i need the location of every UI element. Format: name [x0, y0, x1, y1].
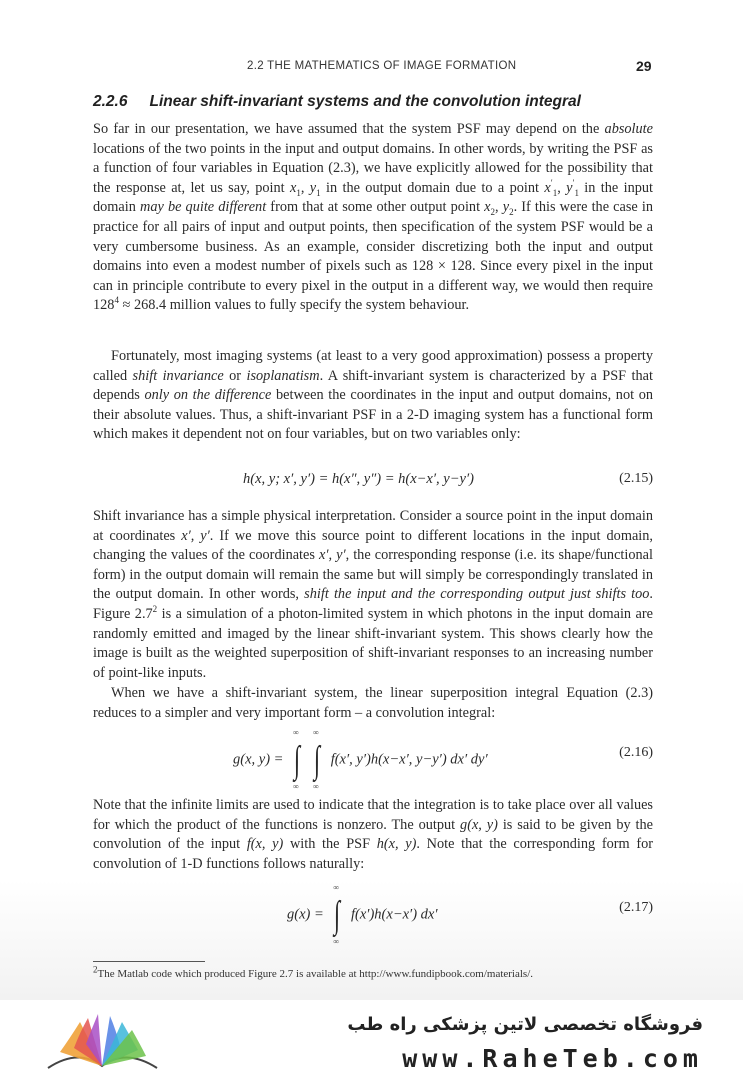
integral-upper-limit: ∞ — [293, 728, 299, 737]
p1-emphasis-absolute: absolute — [604, 121, 653, 137]
p2-emphasis: only on the difference — [144, 387, 272, 404]
p1-var-y1: y — [309, 179, 317, 196]
p1-sub: 2 — [509, 207, 514, 218]
p1-text-k: in the input domain — [93, 179, 653, 216]
p5-var-h: h(x, y) — [376, 836, 417, 853]
p1-text-m: from that at some other output point — [266, 199, 485, 216]
p1-sup: 4 — [114, 295, 119, 306]
paragraph-1 — [93, 120, 653, 316]
p1-var-y2: y — [502, 199, 510, 216]
watermark-banner — [0, 1000, 743, 1079]
p1-text-c: locations of the two points in the input and output domains. In other words, by writing the PSF as a function of four variables in Equation (2.3), we have explicitly allowed for the possibility that the response at, let us say, point — [93, 140, 653, 196]
page-number: 29 — [636, 58, 652, 74]
p5-var-f: f(x, y) — [246, 836, 284, 853]
equation-2-16-lhs: g(x, y) = — [233, 751, 284, 768]
banner-title: فروشگاه تخصصی لاتین پزشکی راه طب — [347, 1014, 703, 1035]
p3-text-c: . If we move this source point to different locations in the input domain, changing the values of the coordinates — [93, 527, 653, 564]
paragraph-5 — [93, 796, 653, 874]
p3-text-g: . Figure 2.7 — [93, 586, 653, 622]
equation-2-15-expr: h(x, y; x′, y′) = h(x″, y″) = h(x−x′, y−y′) — [243, 471, 474, 487]
integral-lower-limit: ∞ — [313, 782, 319, 791]
p5-var-g: g(x, y) — [460, 816, 498, 833]
p1-sub: 2 — [490, 207, 496, 218]
equation-2-16-number: (2.16) — [619, 745, 653, 760]
p3-footnote-ref: 2 — [152, 604, 158, 615]
footnote-mark: 2 — [93, 964, 98, 975]
integral-sign: ∞ ∫ ∞ — [293, 728, 301, 791]
p2-text-a: Fortunately, most imaging systems (at least to a very good approximation) possess a property called — [93, 348, 653, 384]
equation-2-15 — [93, 471, 653, 501]
equation-2-16 — [93, 728, 653, 791]
p1-sup: ′ — [572, 178, 575, 189]
footnote-text: The Matlab code which produced Figure 2.7 is available at http://www.fundipbook.com/materials/. — [97, 968, 534, 980]
p1-sub: 1 — [574, 187, 579, 198]
paragraph-2 — [93, 347, 653, 445]
p5-text-a: Note that the infinite limits are used to indicate that the integration is to take place over all values for which the product of the functions is nonzero. The output — [93, 797, 653, 833]
equation-2-17-lhs: g(x) = — [287, 906, 324, 923]
integral-sign: ∞ ∫ ∞ — [313, 728, 321, 791]
p2-emphasis: isoplanatism — [246, 367, 320, 384]
p3-text-i: is a simulation of a photon-limited system in which photons in the input domain are randomly emitted and imaged by the linear shift-invariant system. This shows clearly how the image is built as the weighted superposition of shift-invariant responses to an increasing number of point-like inputs. — [93, 605, 653, 681]
p1-sub: 1 — [552, 187, 558, 198]
p2-emphasis: shift invariance — [132, 367, 224, 384]
paragraph-3 — [93, 507, 653, 683]
footnote — [93, 964, 534, 980]
p1-comma: , — [300, 179, 310, 196]
p5-text-e: with the PSF — [283, 836, 377, 853]
integral-sign: ∞ ∫ ∞ — [333, 883, 341, 946]
p1-text-a: So far in our presentation, we have assumed that the system PSF may depend on the — [93, 121, 605, 137]
p1-text-g: in the output domain due to a point — [320, 179, 545, 196]
p1-comma: , — [495, 199, 503, 216]
p1-sub: 1 — [296, 187, 301, 198]
equation-2-17 — [93, 883, 653, 946]
p2-text-g: between the coordinates in the input and output domains, not on their absolute values. Thus, a shift-invariant PSF in a 2-D imaging system has a functional form which makes it dependent not on four variables, but on two variables only: — [93, 387, 653, 443]
p3-emphasis: shift the input and the corresponding output just shifts too — [304, 586, 650, 603]
book-logo-icon — [40, 1008, 165, 1074]
equation-2-17-expr — [287, 883, 438, 946]
p3-text-a: Shift invariance has a simple physical interpretation. Consider a source point in the input domain at coordinates — [93, 508, 653, 544]
integral-lower-limit: ∞ — [293, 782, 299, 791]
p4-text: When we have a shift-invariant system, the linear superposition integral Equation (2.3) reduces to a simpler and very important form – a convolution integral: — [93, 685, 653, 721]
equation-2-16-expr — [233, 728, 488, 791]
section-title: Linear shift-invariant systems and the convolution integral — [149, 93, 581, 110]
p1-text-q: . If this were the case in practice for all pairs of input and output points, then specification of the system PSF would be a very cumbersome business. As an example, consider discretizing both the input and output domains into even a modest number of pixels such as 128 × 128. Since every pixel in the input can in principle contribute to every pixel in the output in a different way, we would then require 128 — [93, 199, 653, 314]
integral-upper-limit: ∞ — [313, 728, 319, 737]
p2-text-c: or — [223, 367, 247, 384]
p5-text-g: . Note that the corresponding form for convolution of 1-D functions follows naturally: — [93, 836, 653, 872]
equation-2-17-number: (2.17) — [619, 900, 653, 915]
p2-text-e: . A shift-invariant system is characterized by a PSF that depends — [93, 367, 653, 404]
p3-var-coords: x′, y′ — [181, 527, 210, 544]
p5-text-c: is said to be given by the convolution of the input — [93, 816, 654, 853]
p1-var-x1: x — [289, 179, 297, 196]
paragraph-4 — [93, 684, 653, 723]
equation-2-16-integrand: f(x′, y′)h(x−x′, y−y′) dx′ dy′ — [330, 751, 488, 768]
footnote-divider — [93, 961, 205, 962]
p1-var-x2: x — [484, 199, 491, 216]
running-head-section: 2.2 THE MATHEMATICS OF IMAGE FORMATION — [247, 60, 517, 72]
p3-var-coords: x′, y′ — [319, 547, 346, 564]
p1-emphasis-different: may be quite different — [140, 199, 267, 216]
p1-text-s: ≈ 268.4 million values to fully specify the system behaviour. — [118, 297, 470, 314]
p1-comma: , — [557, 179, 567, 196]
section-heading — [93, 93, 581, 111]
banner-url: www.RaheTeb.com — [402, 1044, 703, 1073]
p1-var-y1-prime: y — [566, 179, 573, 196]
p1-sub: 1 — [316, 187, 321, 198]
integral-upper-limit: ∞ — [333, 883, 340, 892]
equation-2-15-number: (2.15) — [619, 471, 653, 486]
integral-lower-limit: ∞ — [333, 937, 340, 946]
p1-var-x1-prime: x — [544, 179, 551, 196]
running-head — [0, 58, 743, 76]
p3-text-e: , the corresponding response (i.e. its shape/functional form) in the output domain will remain the same but will simply be correspondingly translated in the output domain. In other words, — [93, 547, 653, 603]
section-number: 2.2.6 — [93, 93, 128, 110]
equation-2-17-integrand: f(x′)h(x−x′) dx′ — [351, 906, 438, 923]
p1-sup: ′ — [550, 178, 553, 189]
